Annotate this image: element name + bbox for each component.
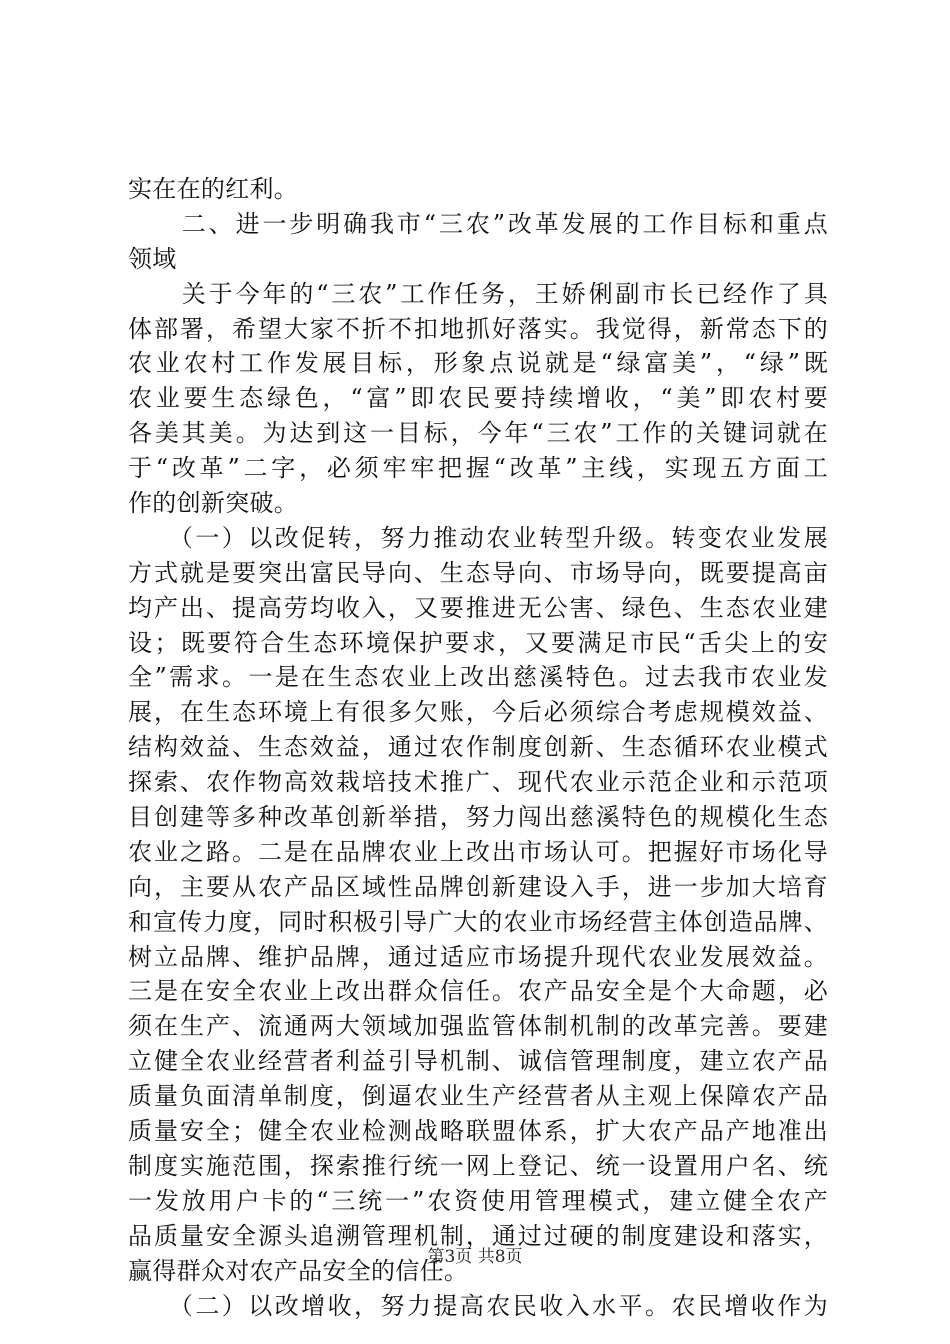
text-line: 关于今年的“三农”工作任务，王娇俐副市长已经作了具 xyxy=(128,279,828,308)
text-line: 实在在的红利。 xyxy=(128,175,299,203)
text-line: 三是在安全农业上改出群众信任。农产品安全是个大命题，必 xyxy=(128,977,828,1006)
text-line: 探索、农作物高效栽培技术推广、现代农业示范企业和示范项 xyxy=(128,768,828,797)
text-line: 向，主要从农产品区域性品牌创新建设入手，进一步加大培育 xyxy=(128,872,828,901)
page-footer: 第3页 共8页 xyxy=(427,1247,523,1267)
text-line: 制度实施范围，探索推行统一网上登记、统一设置用户名、统 xyxy=(128,1151,828,1180)
text-line: 农业之路。二是在品牌农业上改出市场认可。把握好市场化导 xyxy=(128,837,828,866)
text-line: 作的创新突破。 xyxy=(128,489,299,518)
text-line: 农业农村工作发展目标，形象点说就是“绿富美”，“绿”既 xyxy=(128,349,828,378)
text-line: 设；既要符合生态环境保护要求，又要满足市民“舌尖上的安 xyxy=(128,628,828,657)
text-line: （一）以改促转，努力推动农业转型升级。转变农业发展 xyxy=(128,523,828,552)
text-line: 赢得群众对农产品安全的信任。 xyxy=(128,1256,469,1285)
text-line: （二）以改增收，努力提高农民收入水平。农民增收作为 xyxy=(128,1291,828,1320)
text-line: 均产出、提高劳均收入，又要推进无公害、绿色、生态农业建 xyxy=(128,593,828,622)
text-line: 领域 xyxy=(128,244,177,273)
text-line: 体部署，希望大家不折不扣地抓好落实。我觉得，新常态下的 xyxy=(128,314,828,343)
text-line: 目创建等多种改革创新举措，努力闯出慈溪特色的规模化生态 xyxy=(128,803,828,832)
text-line: 于“改革”二字，必须牢牢把握“改革”主线，实现五方面工 xyxy=(128,454,828,483)
text-line: 品质量安全源头追溯管理机制，通过过硬的制度建设和落实， xyxy=(128,1221,828,1250)
text-line: 质量安全；健全农业检测战略联盟体系，扩大农产品产地准出 xyxy=(128,1117,828,1146)
text-line: 各美其美。为达到这一目标，今年“三农”工作的关键词就在 xyxy=(128,419,828,448)
text-line: 树立品牌、维护品牌，通过适应市场提升现代农业发展效益。 xyxy=(128,942,828,971)
text-line: 立健全农业经营者利益引导机制、诚信管理制度，建立农产品 xyxy=(128,1047,828,1076)
text-line: 质量负面清单制度，倒逼农业生产经营者从主观上保障农产品 xyxy=(128,1082,828,1111)
text-line: 结构效益、生态效益，通过农作制度创新、生态循环农业模式 xyxy=(128,733,828,762)
text-line: 二、进一步明确我市“三农”改革发展的工作目标和重点 xyxy=(128,209,828,238)
document-body xyxy=(128,172,828,1323)
text-line: 和宣传力度，同时积极引导广大的农业市场经营主体创造品牌、 xyxy=(128,907,828,936)
text-line: 农业要生态绿色，“富”即农民要持续增收，“美”即农村要 xyxy=(128,384,828,413)
text-line: 须在生产、流通两大领域加强监管体制机制的改革完善。要建 xyxy=(128,1012,828,1041)
text-line: 方式就是要突出富民导向、生态导向、市场导向，既要提高亩 xyxy=(128,558,828,587)
text-line: 全”需求。一是在生态农业上改出慈溪特色。过去我市农业发 xyxy=(128,663,828,692)
text-line: 一发放用户卡的“三统一”农资使用管理模式，建立健全农产 xyxy=(128,1186,828,1215)
text-line: 展，在生态环境上有很多欠账，今后必须综合考虑规模效益、 xyxy=(128,698,828,727)
